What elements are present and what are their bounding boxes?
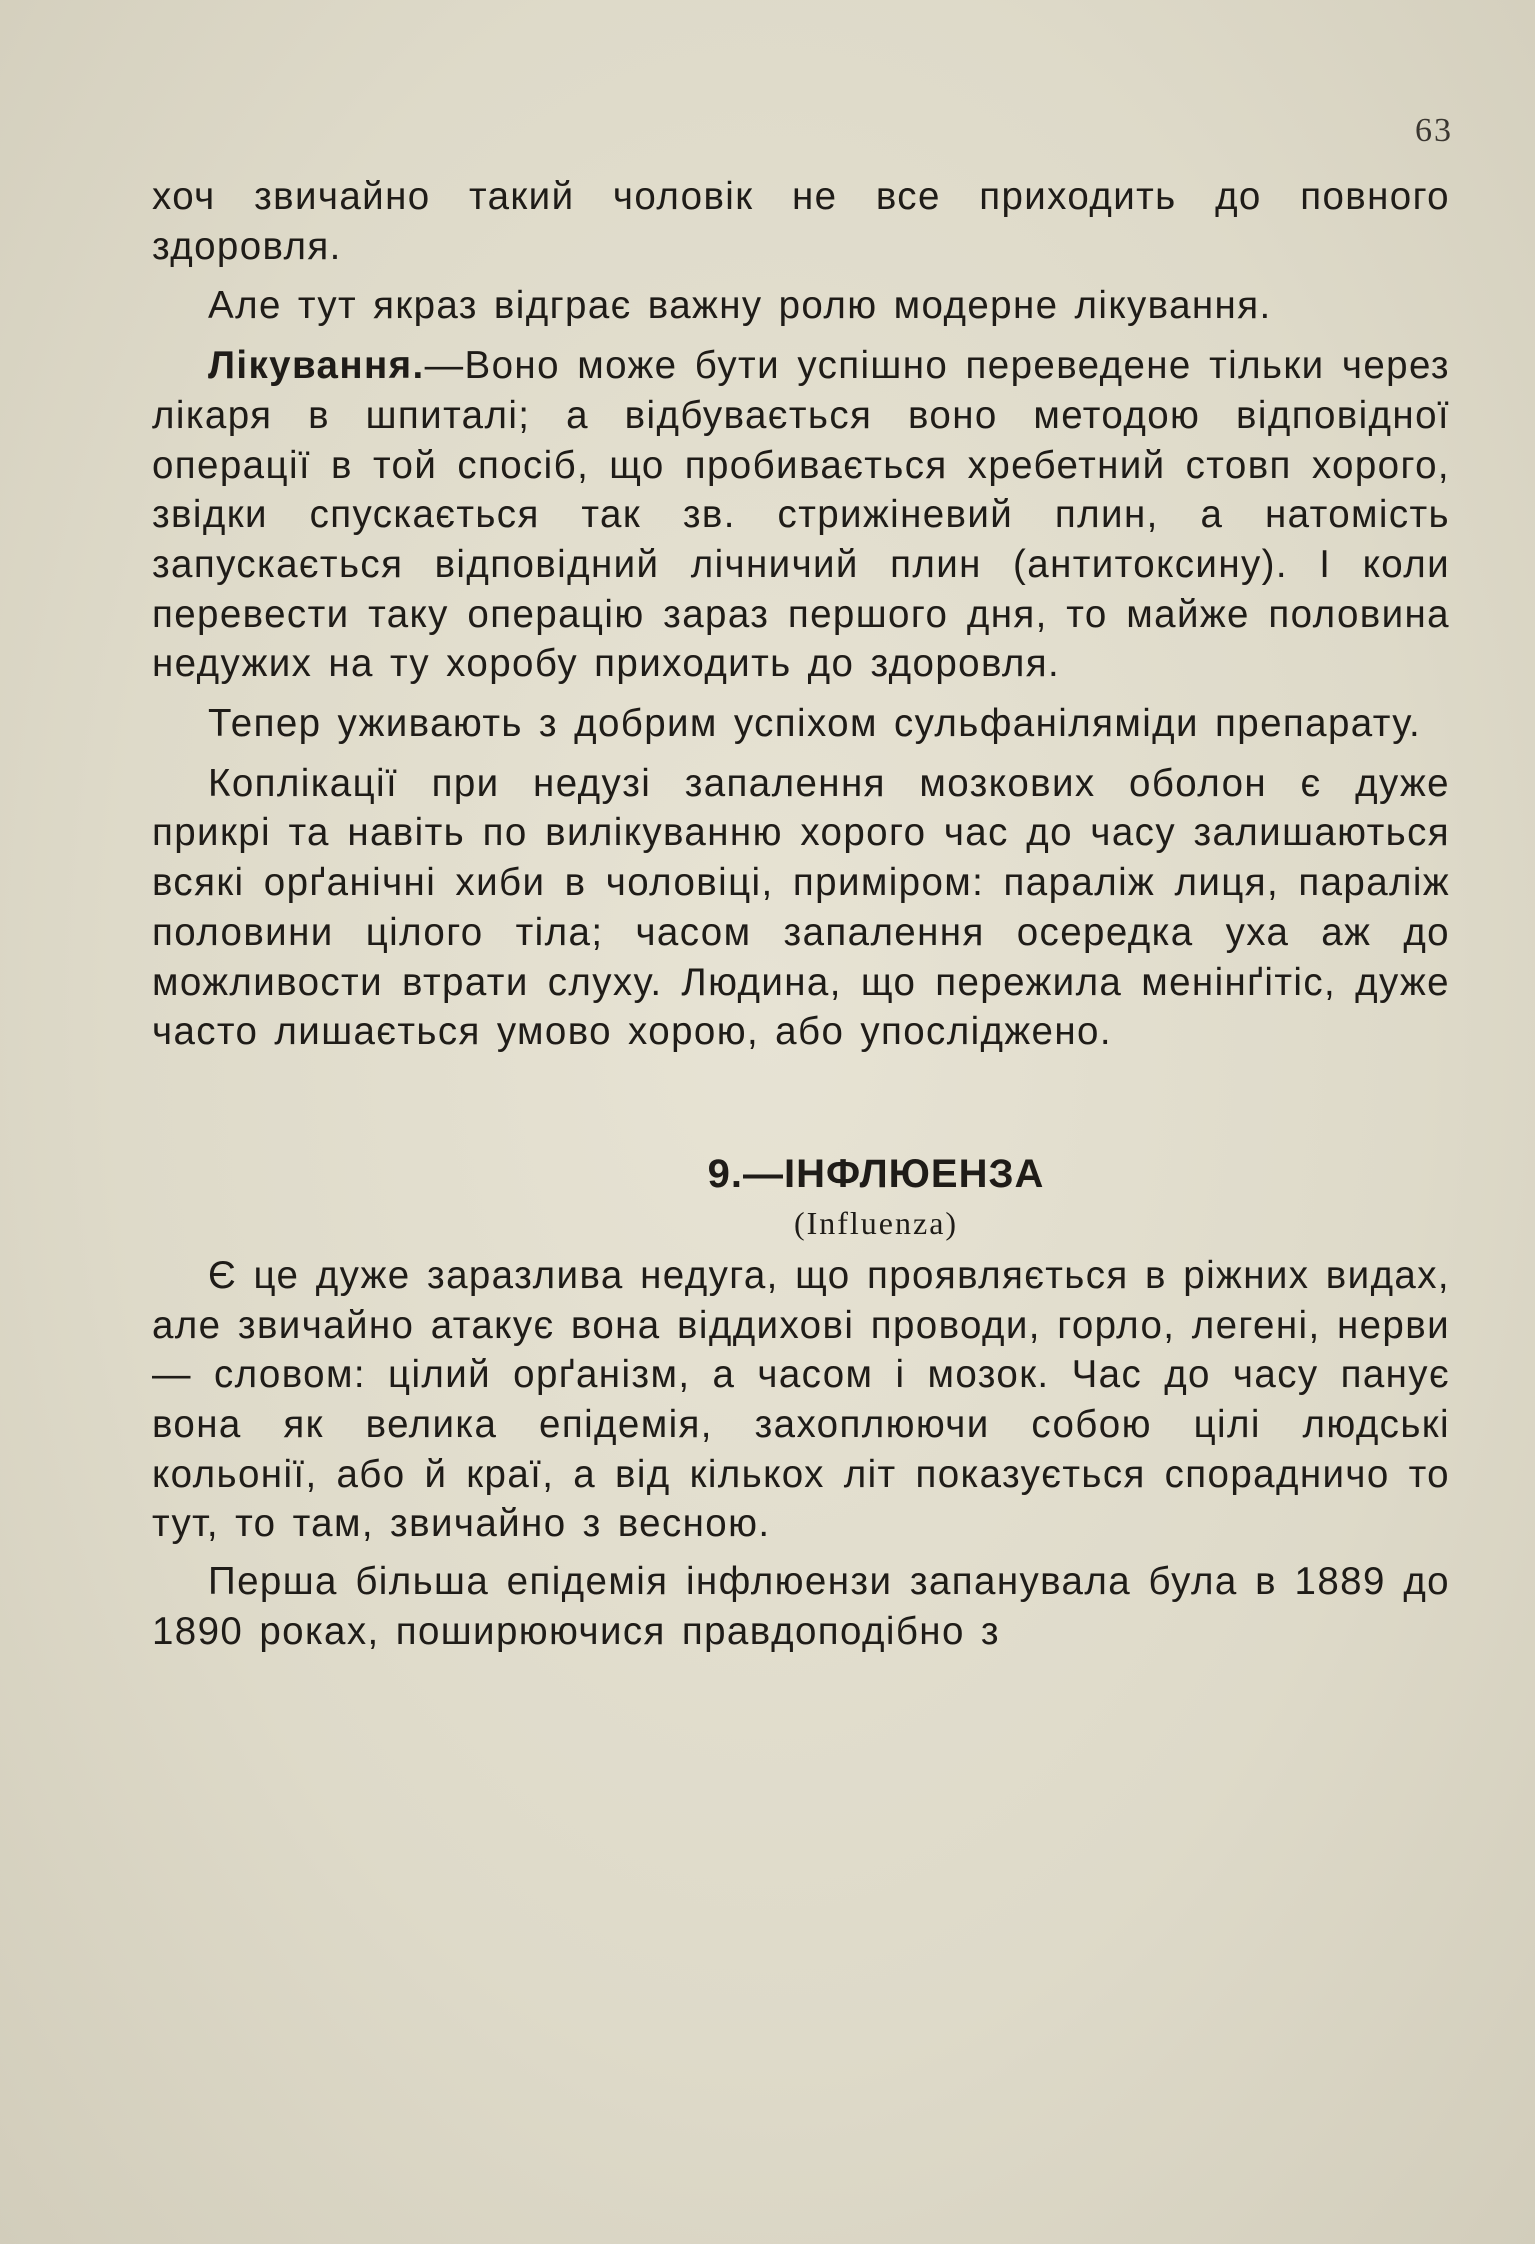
paragraph-continuation <box>152 172 1450 271</box>
paragraph-modern-treatment <box>152 281 1450 331</box>
paragraph-sulfanilamide <box>152 699 1450 749</box>
paragraph-text: Коплікації при недузі запалення мозкових оболон є дуже прикрі та навіть по вилікуванню хорого час до часу залишаються всякі орґанічні хиби в чоловіці, приміром: параліж лиця, параліж половини цілого тіла; часом запалення осередка уха аж до можливости втрати слуху. Людина, що пережила менінґітіс, дуже часто лишається умово хорою, або упосліджено. <box>152 761 1450 1054</box>
paragraph-text: Перша більша епідемія інфлюензи запанувала була в 1889 до 1890 роках, поширюючися правдоподібно з <box>152 1560 1450 1653</box>
page-number: 63 <box>1415 112 1453 149</box>
paragraph-text: Але тут якраз відграє важну ролю модерне лікування. <box>208 284 1272 328</box>
paragraph-text: —Воно може бути успішно переведене тільки через лікаря в шпиталі; а відбувається воно методою відповідної операції в той спосіб, що пробивається хребетний стовп хорого, звідки спускається так зв. стрижіневий плин, а натомість запускається відповідний лічничий плин (антитоксину). І коли перевести таку операцію зараз першого дня, то майже половина недужих на ту хоробу приходить до здоровля. <box>152 344 1450 686</box>
paragraph-influenza-intro <box>152 1251 1450 1549</box>
section-title: 9.—ІНФЛЮЕНЗА <box>707 1151 1045 1196</box>
paragraph-treatment <box>152 341 1450 689</box>
section-spacer <box>152 1067 1450 1147</box>
paragraph-lead-term: Лікування. <box>208 344 425 388</box>
paragraph-text: хоч звичайно такий чоловік не все приходить до повного здоровля. <box>152 175 1450 268</box>
paragraph-influenza-epidemic <box>152 1557 1450 1656</box>
page-content <box>152 172 1450 1665</box>
section-body <box>152 1251 1450 1657</box>
paragraph-text: Є це дуже заразлива недуга, що проявляється в ріжних видах, але звичайно атакує вона віддихові проводи, горло, легені, нерви— словом: цілий орґанізм, а часом і мозок. Час до часу панує вона як велика епідемія, захоплюючи собою цілі людські кольонії, або й краї, а від кількох літ показується спорадничо то тут, то там, звичайно з весною. <box>152 1253 1450 1546</box>
paragraph-complications <box>152 759 1450 1057</box>
section-subtitle: (Influenza) <box>793 1204 959 1241</box>
paragraph-text: Тепер уживають з добрим успіхом сульфаніляміди препарату. <box>208 702 1422 746</box>
